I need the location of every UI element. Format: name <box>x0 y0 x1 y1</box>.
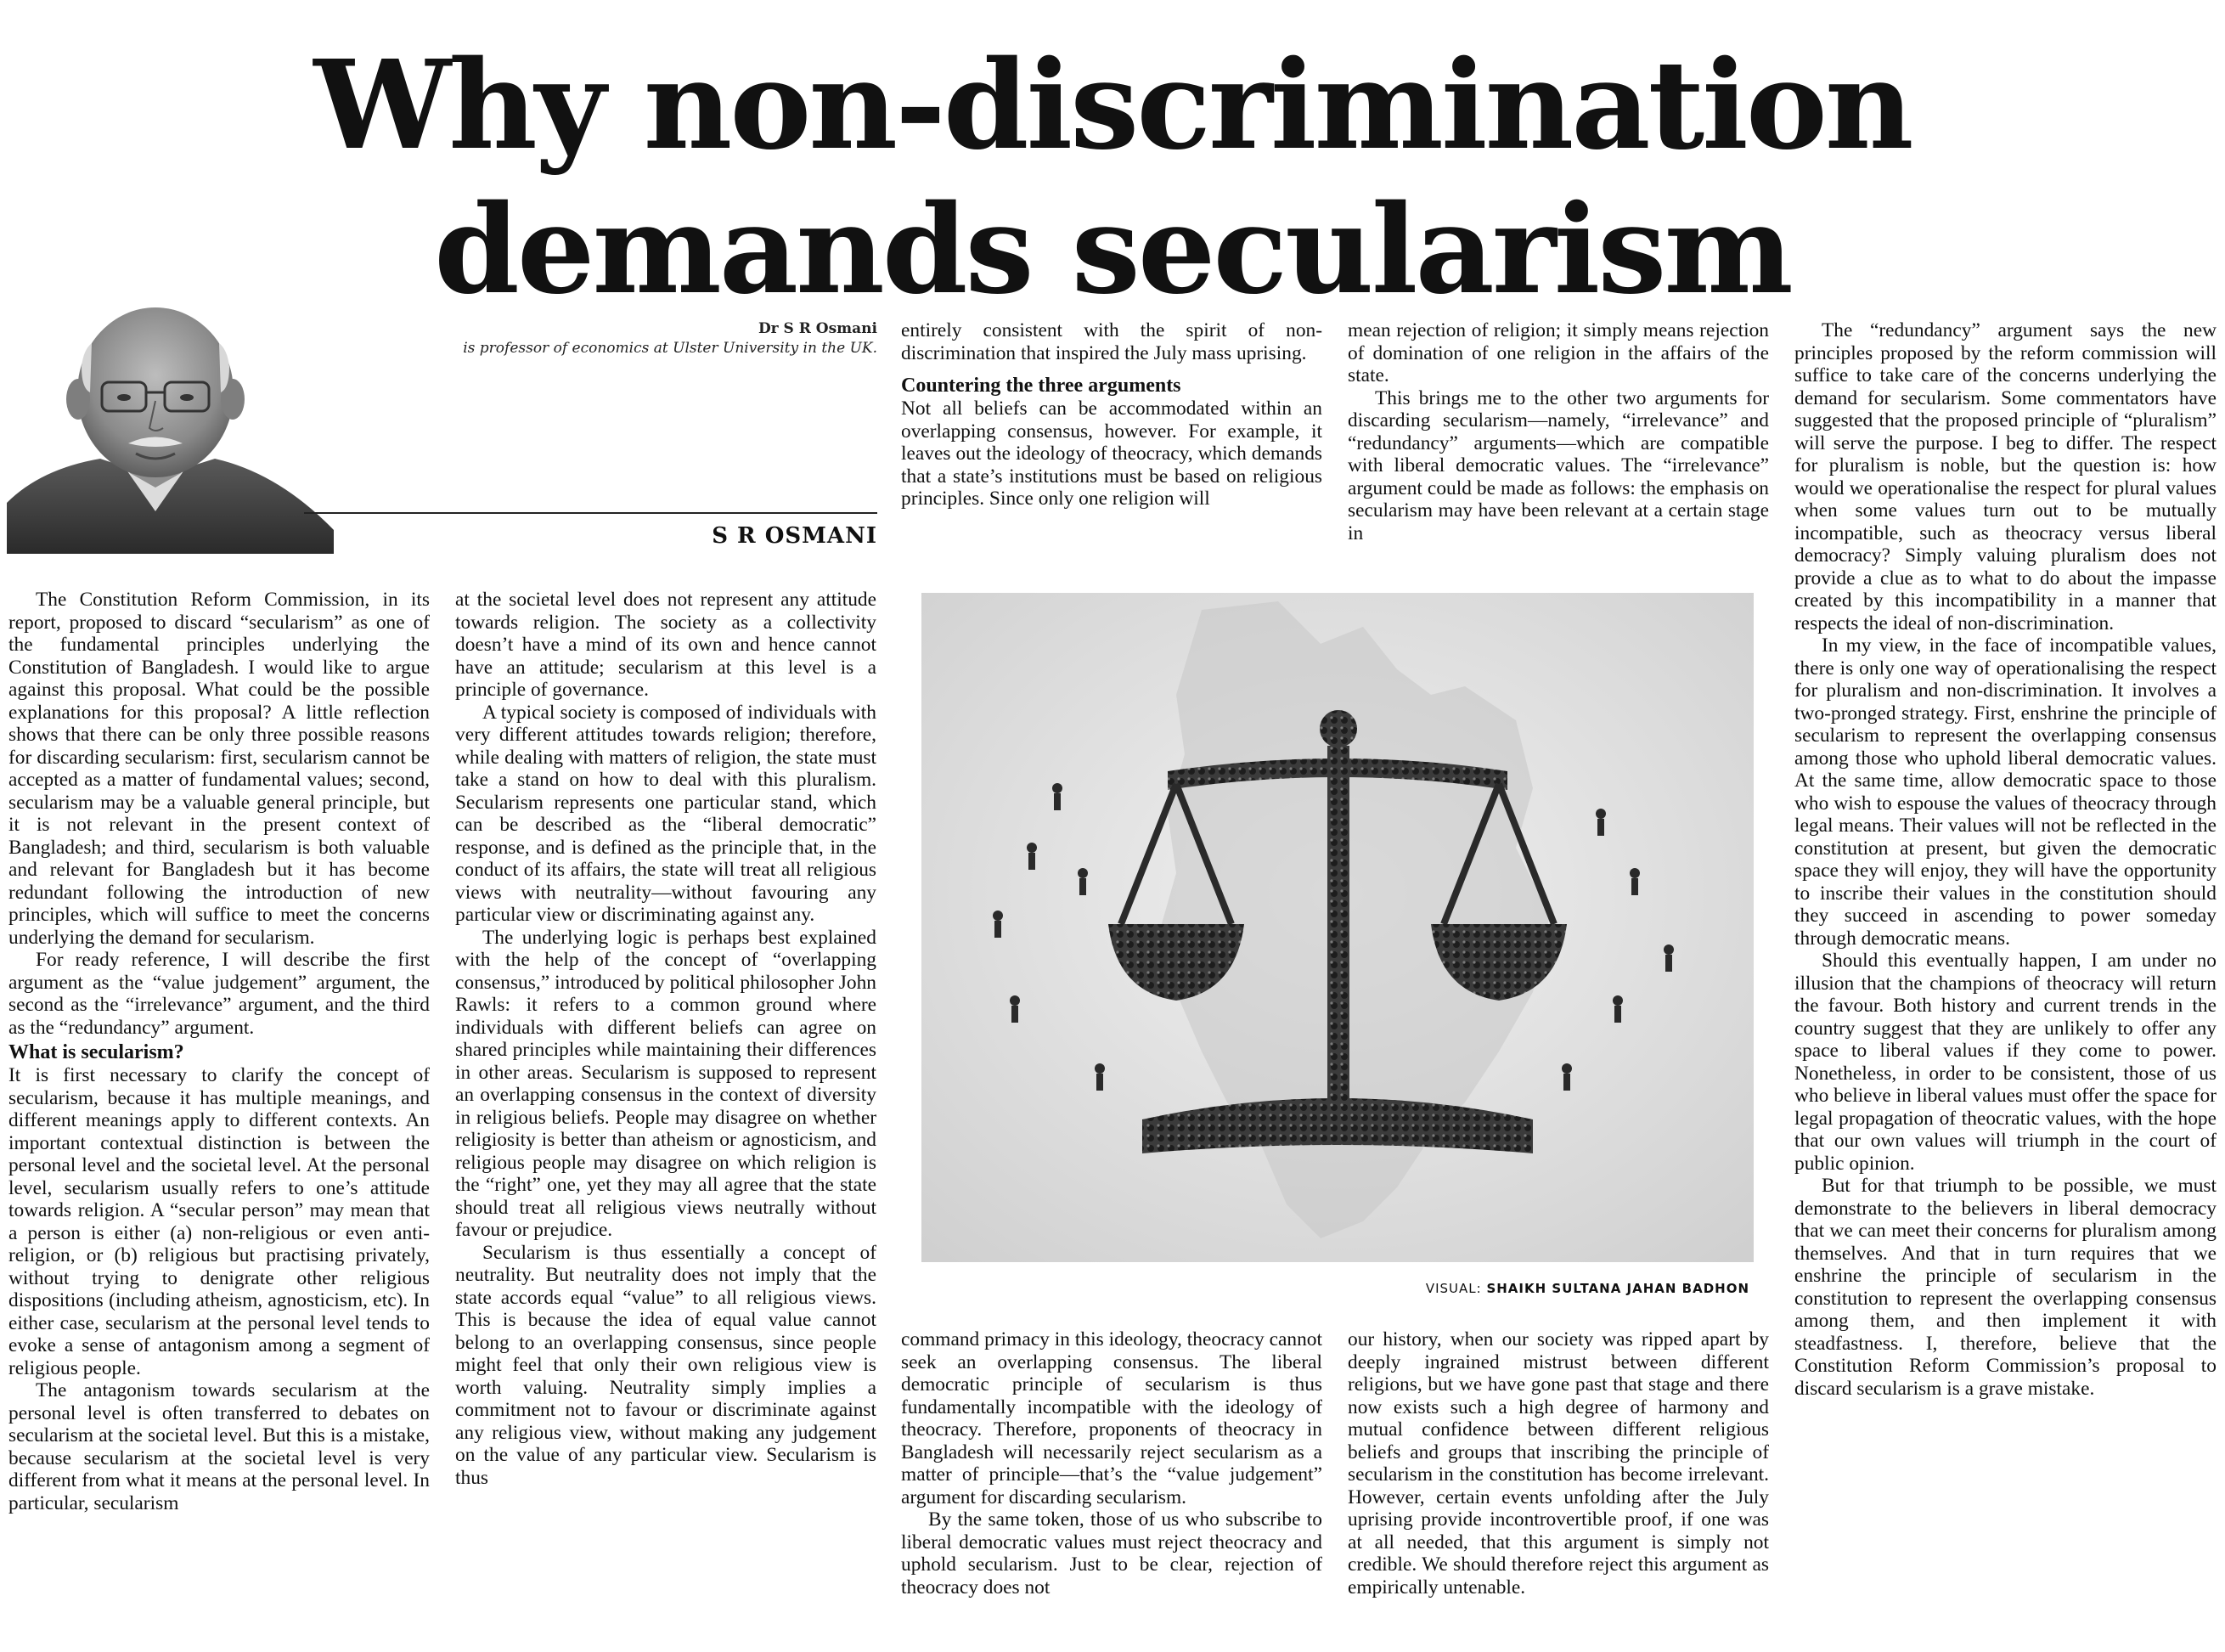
paragraph: In my view, in the face of incompatible values, there is only one way of operationalising the respect for pluralism and non-discrimination. It involves a two-pronged strategy. First, enshrine the principle of secularism to represent the overlapping consensus among those who uphold liberal democratic values. At the same time, allow democratic space to those who wish to espouse the values of theocracy through legal means. Their values will not be reflected in the constitution at present, but given the democratic space they will enjoy, they will have the opportunity to inscribe their values in the constitution should they succeed in ascending to power someday through democratic means. <box>1794 634 2217 950</box>
paragraph: For ready reference, I will describe the first argument as the “value judgement” argument, the second as the “irrelevance” argument, and the third as the “redundancy” argument. <box>8 949 430 1039</box>
paragraph: mean rejection of religion; it simply means rejection of domination of one religion in the affairs of the state. <box>1348 319 1769 386</box>
paragraph: The underlying logic is perhaps best explained with the help of the concept of “overlapping consensus,” introduced by political philosopher John Rawls: it refers to a common ground where individuals with different beliefs can agree on shared principles while maintaining their differences in other areas. Secularism is supposed to represent an overlapping consensus in the context of diversity in religious beliefs. People may disagree on whether religiosity is better than atheism or agnosticism, and religious people may disagree on which religion is the “right” one, yet they may all agree that the state should treat all religious views neutrally without favour or prejudice. <box>455 926 876 1241</box>
visual-credit-name: SHAIKH SULTANA JAHAN BADHON <box>1486 1281 1749 1296</box>
section-heading: Countering the three arguments <box>901 375 1181 397</box>
author-photo <box>7 307 334 554</box>
paragraph: A typical society is composed of individuals with very different attitudes towards religion; therefore, while dealing with matters of religion, the state must take a stand on how to deal with this pluralism. Secularism represents one particular stand, which can be described as the “liberal democratic” response, and is defined as the principle that, in the conduct of its affairs, the state will treat all religious views with neutrality—without favouring any particular view or discriminating against any. <box>455 701 876 926</box>
paragraph: The “redundancy” argument says the new principles proposed by the reform commission will suffice to take care of the concerns underlying the demand for secularism. Some commentators have suggested that the proposed principle of “pluralism” will serve the purpose. I beg to differ. The respect for pluralism is noble, but the question is: how would we operationalise the respect for plural values when some values turn out to be mutually incompatible, such as theocracy versus liberal democracy? Simply valuing pluralism does not provide a clue as to what to do about the impasse created by this incompatibility in a manner that respects the ideal of non-discrimination. <box>1794 319 2217 634</box>
article-column-5 <box>1794 319 2217 1651</box>
article-column-3-top <box>901 319 1322 578</box>
illustration-scales-of-justice <box>921 593 1754 1262</box>
article-column-2 <box>455 589 876 1650</box>
article-column-4-bottom <box>1348 1328 1769 1651</box>
author-description: is professor of economics at Ulster University in the UK. <box>463 340 877 357</box>
section-heading: What is secularism? <box>8 1041 184 1063</box>
visual-credit <box>1426 1281 1749 1296</box>
article-column-4-top <box>1348 319 1769 578</box>
paragraph: This brings me to the other two arguments for discarding secularism—namely, “irrelevance” and “redundancy” arguments—which are compatible with liberal democratic values. The “irrelevance” argument could be made as follows: the emphasis on secularism may have been relevant at a certain stage in <box>1348 386 1769 544</box>
author-short-name: Dr S R Osmani <box>758 320 877 337</box>
paragraph: It is first necessary to clarify the concept of secularism, because it has multiple meanings, and different meanings apply to different contexts. An important contextual distinction is between the personal level and the societal level. At the personal level, secularism usually refers to one’s attitude towards religion. A “secular person” may mean that a person is either (a) non-religious or even anti-religion, or (b) religious but practising privately, without trying to denigrate other religious dispositions (including atheism, agnosticism, etc). In either case, secularism at the personal level tends to evoke a sense of antagonism among a segment of religious people. <box>8 1064 430 1379</box>
paragraph: entirely consistent with the spirit of non-discrimination that inspired the July mass uprising. <box>901 319 1322 364</box>
paragraph: But for that triumph to be possible, we must demonstrate to the believers in liberal democracy that we can meet their concerns for pluralism among themselves. And that in turn requires that we enshrine the principle of secularism in the constitution to represent the overlapping consensus among them, and then implement it with steadfastness. I, therefore, believe that the Constitution Reform Commission’s proposal to discard secularism is a grave mistake. <box>1794 1175 2217 1400</box>
scales-of-justice-image <box>921 593 1754 1262</box>
article-column-1 <box>8 589 430 1650</box>
byline-rule <box>304 512 877 514</box>
paragraph: our history, when our society was ripped apart by deeply ingrained mistrust between different religions, but we have gone past that stage and there now exists such a high degree of harmony and mutual confidence between different religious beliefs and groups that inscribing the principle of secularism in the constitution has become irrelevant. However, certain events unfolding after the July uprising provide incontrovertible proof, if one was at all needed, that this argument is simply not credible. We should therefore reject this argument as empirically untenable. <box>1348 1328 1769 1598</box>
paragraph: Should this eventually happen, I am under no illusion that the champions of theocracy will return the favour. Both history and current trends in the country suggest that they are unlikely to offer any space to liberal values if they come to power. Nonetheless, in order to be consistent, those of us who believe in liberal values must offer the space for legal propagation of theocratic values, with the hope that our own values will triumph in the court of public opinion. <box>1794 950 2217 1175</box>
headline-line-1: Why non-discrimination <box>313 33 1912 177</box>
paragraph: Not all beliefs can be accommodated within an overlapping consensus, however. For example, it leaves out the ideology of theocracy, which demands that a state’s institutions must be based on religious principles. Since only one religion will <box>901 397 1322 510</box>
paragraph: The Constitution Reform Commission, in its report, proposed to discard “secularism” as one of the fundamental principles underlying the Constitution of Bangladesh. I would like to argue against this proposal. What could be the possible explanations for this proposal? A little reflection shows that there can be only three possible reasons for discarding secularism: first, secularism cannot be accepted as a matter of fundamental values; second, secularism may be a valuable general principle, but it is not relevant in the present context of Bangladesh; and third, secularism is both valuable and relevant for Bangladesh but it has become redundant following the introduction of new principles, which will suffice to meet the concerns underlying the demand for secularism. <box>8 589 430 949</box>
author-name: S R OSMANI <box>712 523 877 549</box>
paragraph: The antagonism towards secularism at the personal level is often transferred to debates on secularism at the societal level. But this is a mistake, because secularism at the societal level is very different from what it means at the personal level. In particular, secularism <box>8 1379 430 1514</box>
headline-line-2: demands secularism <box>434 178 1791 321</box>
visual-credit-label: VISUAL: <box>1425 1281 1482 1296</box>
paragraph: at the societal level does not represent any attitude towards religion. The society as a collectivity doesn’t have a mind of its own and hence cannot have an attitude; secularism at this level is a principle of governance. <box>455 589 876 701</box>
paragraph: command primacy in this ideology, theocracy cannot seek an overlapping consensus. The liberal democratic principle of secularism is thus fundamentally incompatible with the ideology of theocracy. Therefore, proponents of theocracy in Bangladesh will necessarily reject secularism as a matter of principle—that’s the “value judgement” argument for discarding secularism. <box>901 1328 1322 1508</box>
paragraph: Secularism is thus essentially a concept of neutrality. But neutrality does not imply that the state accords equal “value” to all religious views. This is because the idea of equal value cannot belong to an overlapping consensus, since people might feel that only their own religious view is worth valuing. Neutrality simply implies a commitment not to favour or discriminate against any religious view, without making any judgement on the value of any particular view. Secularism is thus <box>455 1241 876 1489</box>
article-column-3-bottom <box>901 1328 1322 1651</box>
author-portrait-image <box>7 307 334 554</box>
paragraph: By the same token, those of us who subscribe to liberal democratic values must reject theocracy and uphold secularism. Just to be clear, rejection of theocracy does not <box>901 1508 1322 1598</box>
